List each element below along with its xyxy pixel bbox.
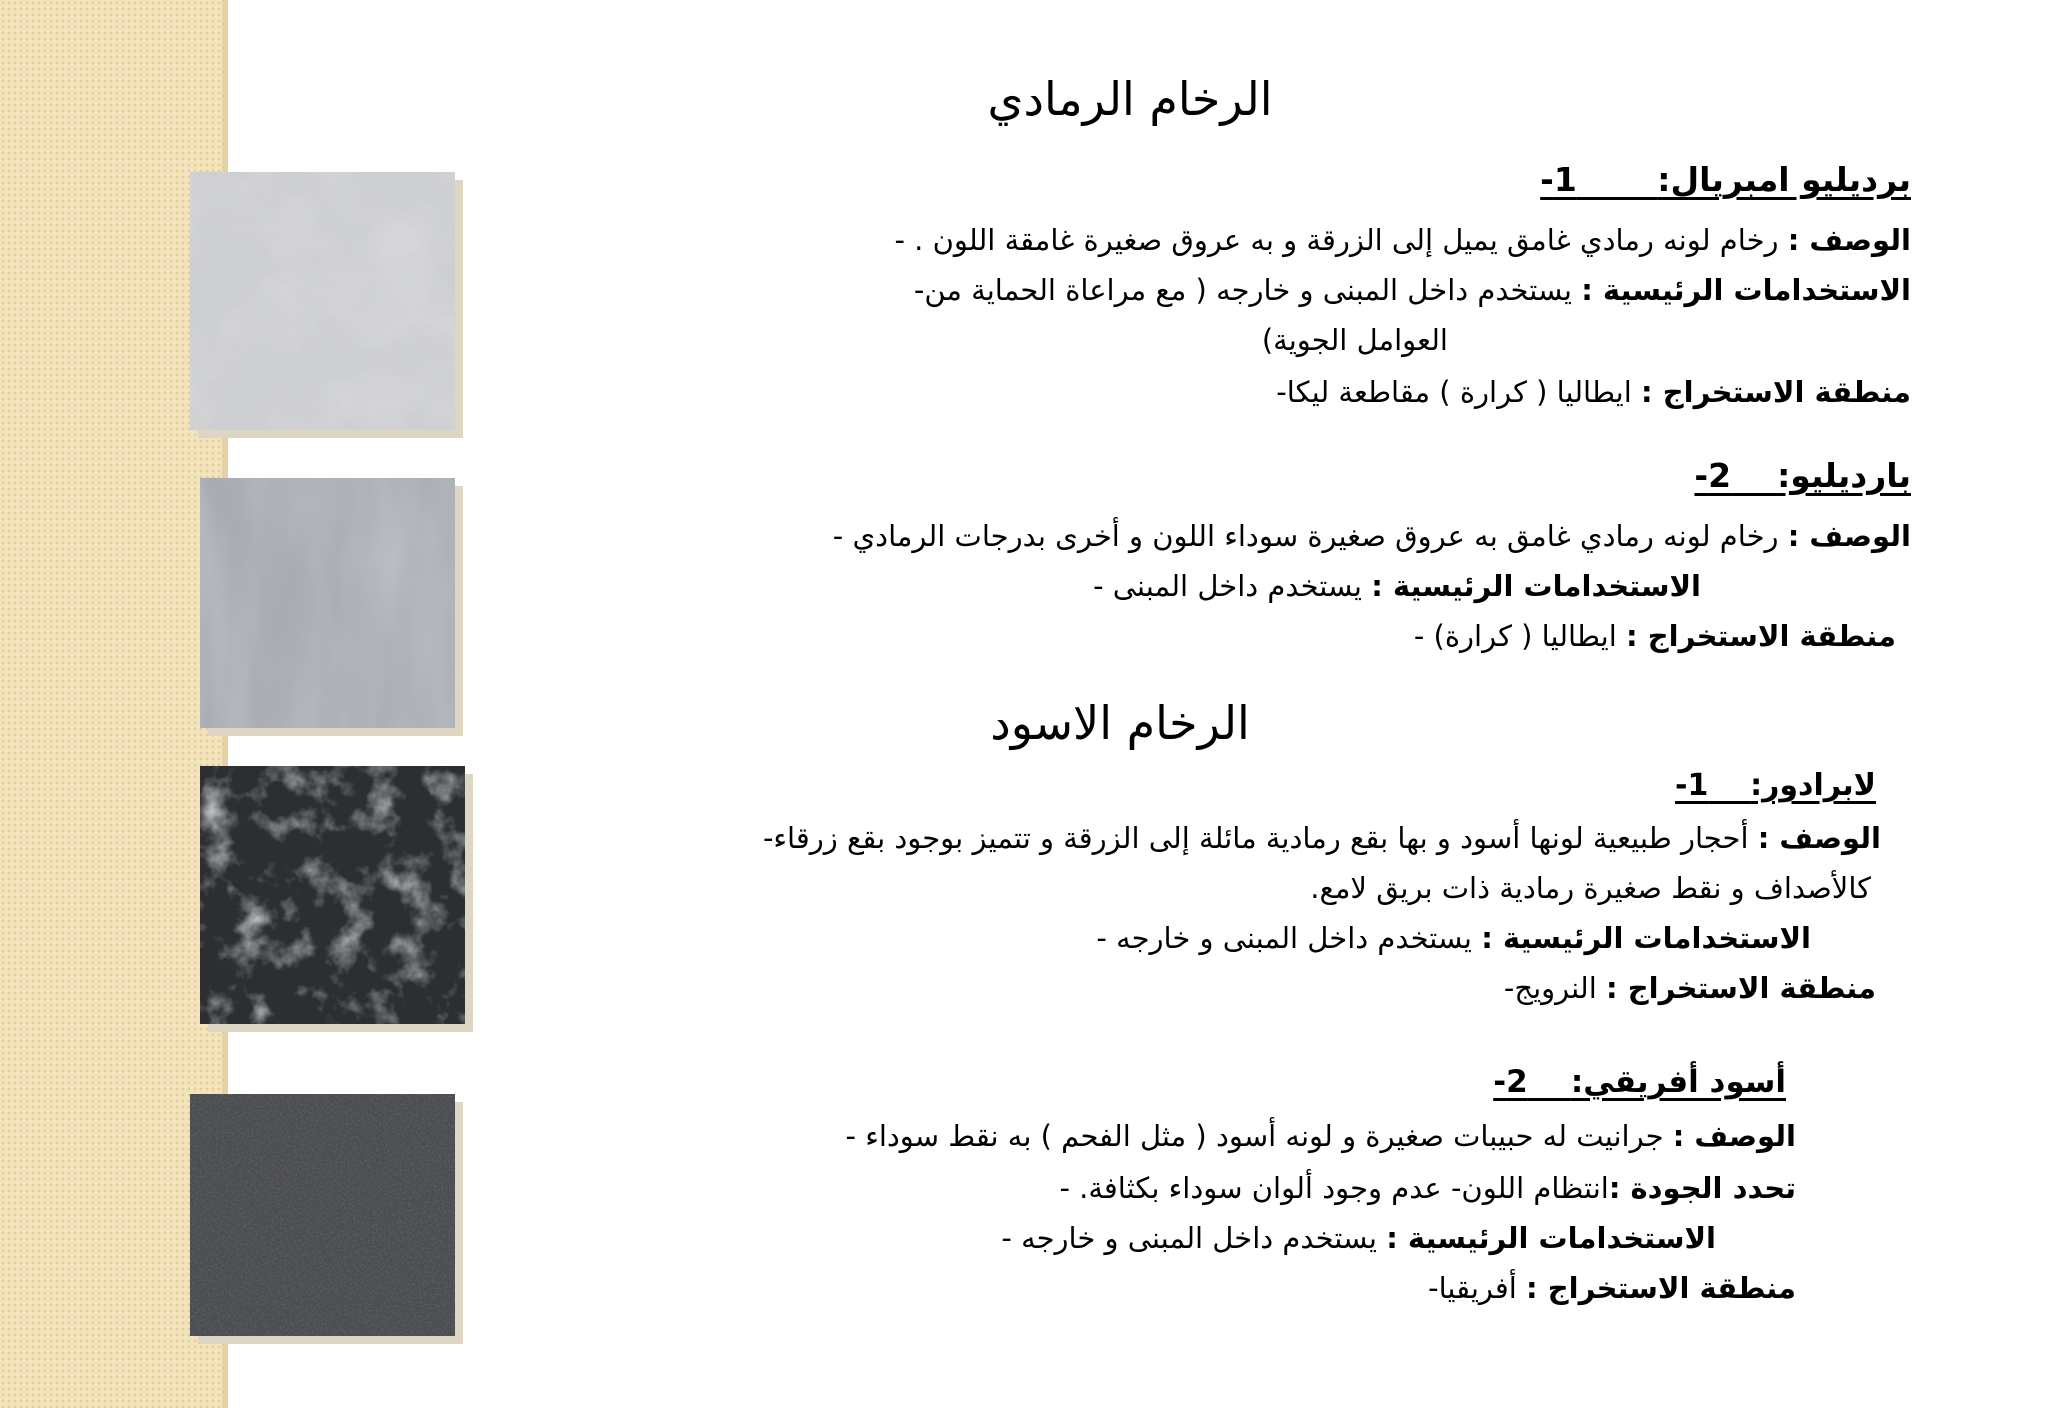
black-marble-title: الرخام الاسود (990, 696, 1250, 750)
item-heading (1493, 1064, 1786, 1100)
item-number: 2- (1694, 456, 1732, 495)
item-number: 1- (1540, 160, 1577, 199)
labradorite-swatch (200, 766, 465, 1024)
item-number: 2- (1493, 1064, 1528, 1100)
uses-line: الاستخدامات الرئيسية : يستخدم داخل المبنى و خارجه - (1096, 921, 1811, 955)
item-heading (1694, 456, 1911, 495)
uses-line: الاستخدامات الرئيسية : يستخدم داخل المبنى و خارجه - (1001, 1221, 1716, 1255)
origin-line: منطقة الاستخراج : ايطاليا ( كرارة ) مقاطعة ليكا- (1276, 375, 1911, 409)
item-heading (1540, 160, 1911, 199)
uses-line: الاستخدامات الرئيسية : يستخدم داخل المبنى و خارجه ( مع مراعاة الحماية من- (913, 273, 1911, 307)
description-line: الوصف : أحجار طبيعية لونها أسود و بها بقع رمادية مائلة إلى الزرقة و تتميز بوجود بقع زرقاء- (762, 821, 1881, 855)
decorative-side-strip (0, 0, 222, 1408)
item-name: بارديليو: (1777, 456, 1911, 495)
description-line: الوصف : رخام لونه رمادي غامق به عروق صغيرة سوداء اللون و أخرى بدرجات الرمادي - (832, 519, 1911, 553)
description-line: الوصف : رخام لونه رمادي غامق يميل إلى الزرقة و به عروق صغيرة غامقة اللون . - (894, 223, 1911, 257)
bardiglio-imperiale-swatch (190, 172, 455, 430)
grey-marble-title: الرخام الرمادي (987, 72, 1273, 126)
uses-line: الاستخدامات الرئيسية : يستخدم داخل المبنى - (1093, 569, 1701, 603)
description-line-continued: كالأصداف و نقط صغيرة رمادية ذات بريق لامع. (1310, 871, 1871, 905)
bardiglio-swatch (200, 478, 455, 728)
description-line: الوصف : جرانيت له حبيبات صغيرة و لونه أسود ( مثل الفحم ) به نقط سوداء - (845, 1119, 1796, 1153)
item-name: لابرادور: (1750, 768, 1876, 803)
origin-line: منطقة الاستخراج : ايطاليا ( كرارة) - (1413, 619, 1896, 653)
item-number: 1- (1675, 768, 1709, 803)
african-black-swatch (190, 1094, 455, 1336)
quality-line: تحدد الجودة :انتظام اللون- عدم وجود ألوان سوداء بكثافة. - (1059, 1171, 1796, 1205)
uses-line-continued: العوامل الجوية) (1261, 323, 1448, 357)
item-name: أسود أفريقي: (1570, 1064, 1786, 1100)
item-name: برديليو امبريال: (1657, 160, 1911, 199)
origin-line: منطقة الاستخراج : النرويج- (1503, 971, 1876, 1005)
item-heading (1675, 768, 1876, 803)
origin-line: منطقة الاستخراج : أفريقيا- (1428, 1271, 1796, 1305)
